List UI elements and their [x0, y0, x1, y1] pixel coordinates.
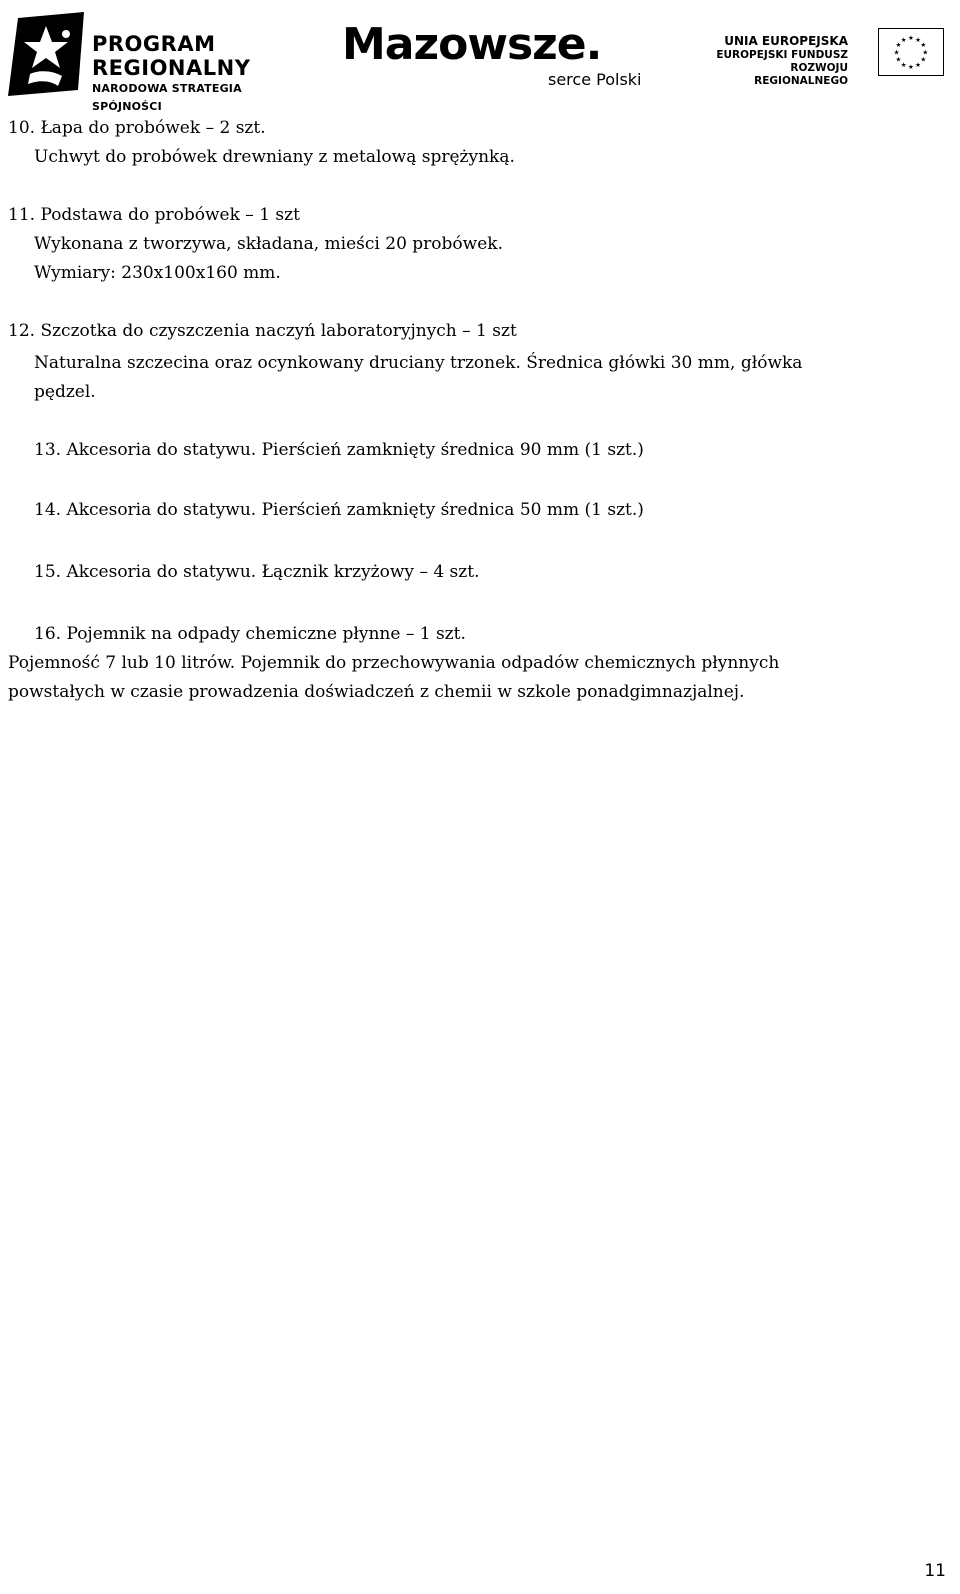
- eu-star-icon: ★: [895, 55, 902, 64]
- eu-star-icon: ★: [893, 48, 900, 57]
- item-15-title: 15. Akcesoria do statywu.: [34, 562, 257, 582]
- ue-fund-line2: ROZWOJU REGIONALNEGO: [754, 62, 848, 87]
- item-12-desc-2: pędzel.: [34, 382, 96, 402]
- item-12-desc-1: Naturalna szczecina oraz ocynkowany druciany trzonek. Średnica główki 30 mm, główka: [34, 353, 803, 373]
- page-number: 11: [924, 1561, 946, 1581]
- item-10-heading: 10. Łapa do probówek – 2 szt.: [8, 118, 266, 138]
- strategia-subtitle: NARODOWA STRATEGIA SPÓJNOŚCI: [92, 82, 242, 113]
- item-16-desc-1: Pojemność 7 lub 10 litrów. Pojemnik do przechowywania odpadów chemicznych płynnych: [8, 653, 780, 673]
- ue-fund-line1: EUROPEJSKI FUNDUSZ: [716, 49, 848, 61]
- program-regionalny-logo: [6, 10, 306, 113]
- program-title: PROGRAM: [92, 32, 216, 56]
- mazowsze-wordmark: Mazowsze.: [342, 19, 602, 70]
- item-15-desc: Łącznik krzyżowy: [256, 562, 420, 582]
- eu-star-icon: ★: [900, 60, 907, 69]
- item-15-qty: – 4 szt.: [419, 562, 480, 582]
- item-16-desc-2: powstałych w czasie prowadzenia doświadczeń z chemii w szkole ponadgimnazjalnej.: [8, 682, 745, 702]
- eu-star-icon: ★: [920, 41, 927, 50]
- item-14-heading: [34, 496, 644, 524]
- mazowsze-logo: [342, 19, 642, 92]
- item-14-desc: Pierścień zamknięty średnica 50 mm: [256, 500, 585, 520]
- item-11-heading: 11. Podstawa do probówek – 1 szt: [8, 205, 300, 225]
- page-header: [0, 0, 960, 113]
- item-11-desc-2: Wymiary: 230x100x160 mm.: [34, 263, 281, 283]
- eu-star-icon: ★: [900, 35, 907, 44]
- item-13-heading: [34, 436, 644, 464]
- item-15-heading: [34, 558, 479, 586]
- item-14-title: 14. Akcesoria do statywu.: [34, 500, 257, 520]
- item-12-heading: 12. Szczotka do czyszczenia naczyń laboratoryjnych – 1 szt: [8, 321, 517, 341]
- eu-star-icon: ★: [908, 34, 914, 43]
- mazowsze-tagline: serce Polski: [548, 70, 642, 89]
- star-figure-icon: [8, 12, 94, 98]
- eu-star-icon: ★: [915, 35, 922, 44]
- item-11-desc-1: Wykonana z tworzywa, składana, mieści 20 probówek.: [34, 234, 503, 254]
- eu-flag-icon: [878, 28, 944, 76]
- item-13-desc: Pierścień zamknięty średnica 90 mm: [256, 440, 585, 460]
- eu-logo: [696, 28, 952, 88]
- item-13-title: 13. Akcesoria do statywu.: [34, 440, 257, 460]
- regionalny-title: REGIONALNY: [92, 56, 251, 80]
- eu-star-icon: ★: [922, 48, 929, 57]
- item-14-qty: (1 szt.): [584, 500, 644, 520]
- item-16-heading: 16. Pojemnik na odpady chemiczne płynne – 1 szt.: [34, 624, 466, 644]
- ue-title: UNIA EUROPEJSKA: [724, 34, 848, 48]
- eu-star-icon: ★: [915, 60, 922, 69]
- eu-star-icon: ★: [920, 55, 927, 64]
- item-10-desc: Uchwyt do probówek drewniany z metalową sprężynką.: [34, 147, 515, 167]
- item-13-qty: (1 szt.): [584, 440, 644, 460]
- eu-star-icon: ★: [908, 62, 914, 71]
- eu-star-icon: ★: [895, 41, 902, 50]
